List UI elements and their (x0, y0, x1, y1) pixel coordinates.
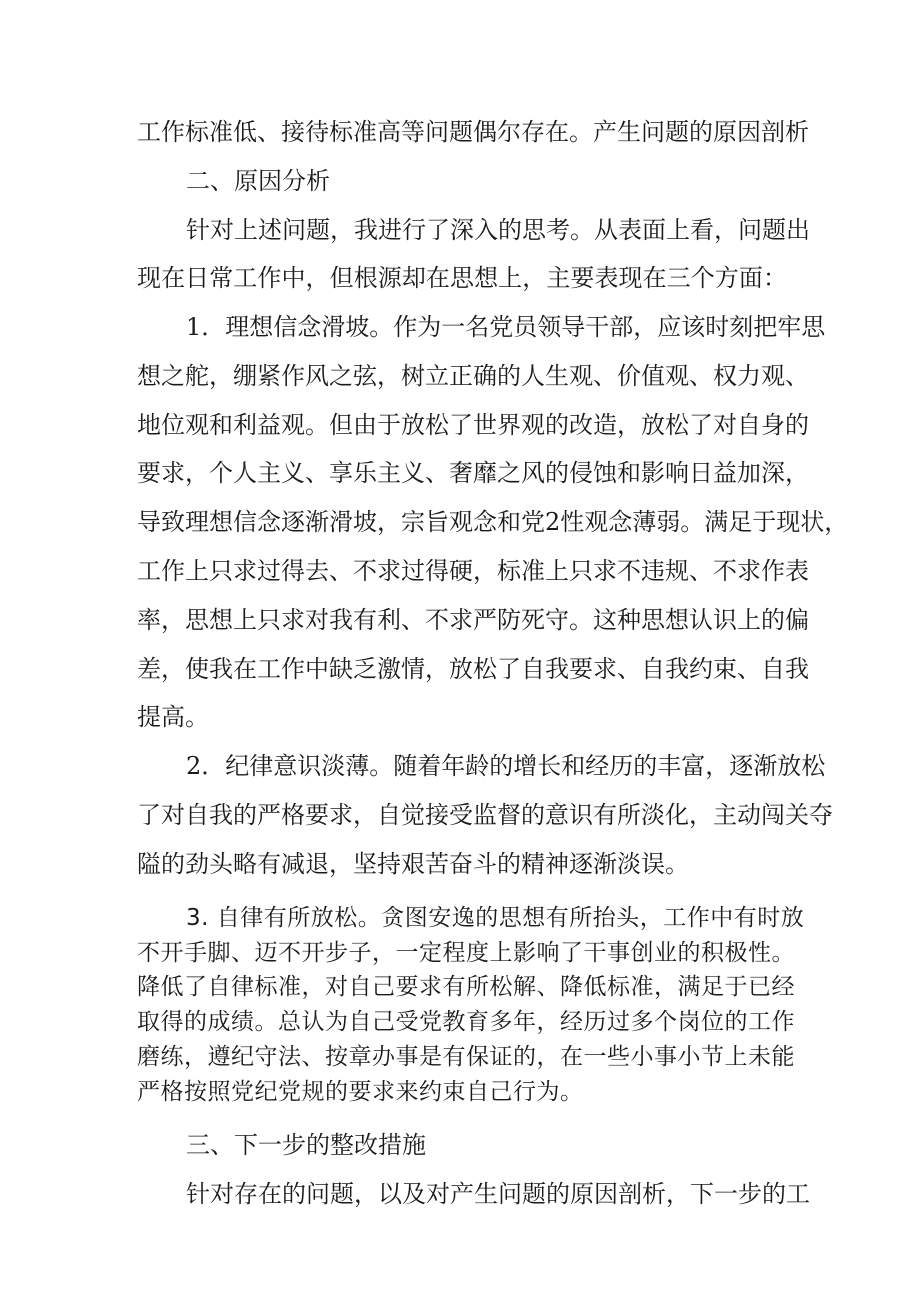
text-line: 磨练，遵纪守法、按章办事是有保证的，在一些小事小节上未能 (137, 1044, 795, 1070)
section-heading-cause-analysis: 二、原因分析 (186, 167, 330, 195)
text-line: 不开手脚、迈不开步子，一定程度上影响了干事创业的积极性。 (137, 940, 795, 966)
text-line: 导致理想信念逐渐滑坡，宗旨观念和党2性观念薄弱。满足于现状， (137, 508, 849, 536)
text-line: 1．理想信念滑坡。作为一名党员领导干部，应该时刻把牢思 (186, 313, 826, 341)
text-line: 隘的劲头略有减退，坚持艰苦奋斗的精神逐渐淡误。 (137, 850, 689, 878)
text-line: 工作标准低、接待标准高等问题偶尔存在。产生问题的原因剖析 (137, 118, 809, 146)
text-line: 率，思想上只求对我有利、不求严防死守。这种思想认识上的偏 (137, 606, 809, 634)
text-line: 地位观和利益观。但由于放松了世界观的改造，放松了对自身的 (137, 411, 809, 439)
section-heading-next-steps: 三、下一步的整改措施 (186, 1131, 426, 1159)
text-line: 了对自我的严格要求，自觉接受监督的意识有所淡化，主动闯关夺 (137, 801, 833, 829)
text-line: 严格按照党纪党规的要求来约束自己行为。 (137, 1079, 584, 1105)
text-line: 想之舵，绷紧作风之弦，树立正确的人生观、价值观、权力观、 (137, 362, 809, 390)
text-line: 现在日常工作中，但根源却在思想上，主要表现在三个方面： (137, 264, 787, 292)
text-line: 针对上述问题，我进行了深入的思考。从表面上看，问题出 (186, 216, 810, 244)
text-line: 3. 自律有所放松。贪图安逸的思想有所抬头，工作中有时放 (186, 905, 805, 931)
text-line: 差，使我在工作中缺乏激情，放松了自我要求、自我约束、自我 (137, 655, 809, 683)
text-line: 针对存在的问题，以及对产生问题的原因剖析，下一步的工 (186, 1180, 810, 1208)
text-line: 工作上只求过得去、不求过得硬，标准上只求不违规、不求作表 (137, 557, 809, 585)
text-line: 2．纪律意识淡薄。随着年龄的增长和经历的丰富，逐渐放松 (186, 752, 826, 780)
text-line: 取得的成绩。总认为自己受党教育多年，经历过多个岗位的工作 (137, 1009, 795, 1035)
text-line: 降低了自律标准，对自己要求有所松解、降低标准，满足于已经 (137, 974, 795, 1000)
text-line: 要求，个人主义、享乐主义、奢靡之风的侵蚀和影响日益加深， (137, 459, 809, 487)
text-line: 提高。 (137, 703, 209, 731)
